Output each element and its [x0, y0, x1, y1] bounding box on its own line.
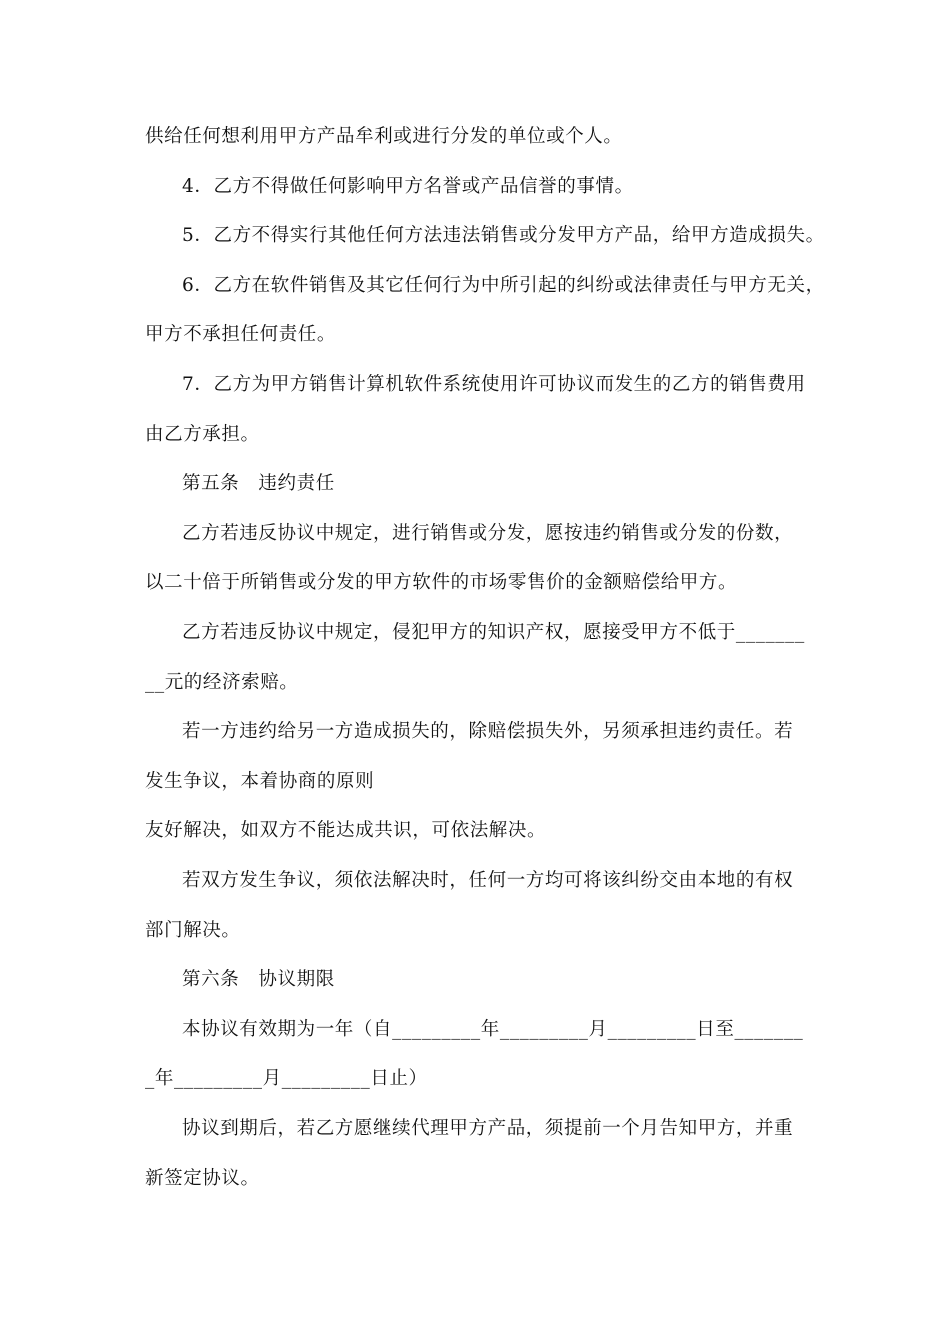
- clause-4: 4．乙方不得做任何影响甲方名誉或产品信誉的事情。: [182, 175, 634, 197]
- paragraph-line: __元的经济索赔。: [145, 671, 299, 693]
- paragraph-line: 乙方若违反协议中规定，侵犯甲方的知识产权，愿接受甲方不低于_______: [182, 622, 805, 643]
- section-heading-article-5: 第五条 违约责任: [182, 473, 335, 495]
- paragraph-line: 由乙方承担。: [145, 423, 260, 445]
- paragraph-line: 若双方发生争议，须依法解决时，任何一方均可将该纠纷交由本地的有权: [182, 870, 794, 891]
- clause-7: 7．乙方为甲方销售计算机软件系统使用许可协议而发生的乙方的销售费用: [182, 374, 806, 395]
- paragraph-line: 乙方若违反协议中规定，进行销售或分发，愿按违约销售或分发的份数，: [182, 522, 794, 544]
- paragraph-line: 供给任何想利用甲方产品牟利或进行分发的单位或个人。: [145, 126, 623, 147]
- paragraph-line: 以二十倍于所销售或分发的甲方软件的市场零售价的金额赔偿给甲方。: [145, 572, 738, 594]
- section-heading-article-6: 第六条 协议期限: [182, 969, 335, 991]
- clause-5: 5．乙方不得实行其他任何方法违法销售或分发甲方产品，给甲方造成损失。: [182, 225, 825, 247]
- clause-6: 6．乙方在软件销售及其它任何行为中所引起的纠纷或法律责任与甲方无关，: [182, 274, 825, 296]
- paragraph-line: 若一方违约给另一方造成损失的，除赔偿损失外，另须承担违约责任。若: [182, 721, 794, 743]
- paragraph-line: 协议到期后，若乙方愿继续代理甲方产品，须提前一个月告知甲方，并重: [182, 1118, 794, 1139]
- paragraph-line: 本协议有效期为一年（自_________年_________月_________日至_______: [182, 1018, 804, 1040]
- paragraph-line: 部门解决。: [145, 919, 241, 941]
- paragraph-line: 新签定协议。: [145, 1167, 260, 1189]
- paragraph-line: 友好解决，如双方不能达成共识，可依法解决。: [145, 820, 547, 842]
- paragraph-line: 甲方不承担任何责任。: [145, 324, 337, 346]
- paragraph-line: _年_________月_________日止）: [145, 1068, 428, 1090]
- paragraph-line: 发生争议，本着协商的原则: [145, 770, 375, 792]
